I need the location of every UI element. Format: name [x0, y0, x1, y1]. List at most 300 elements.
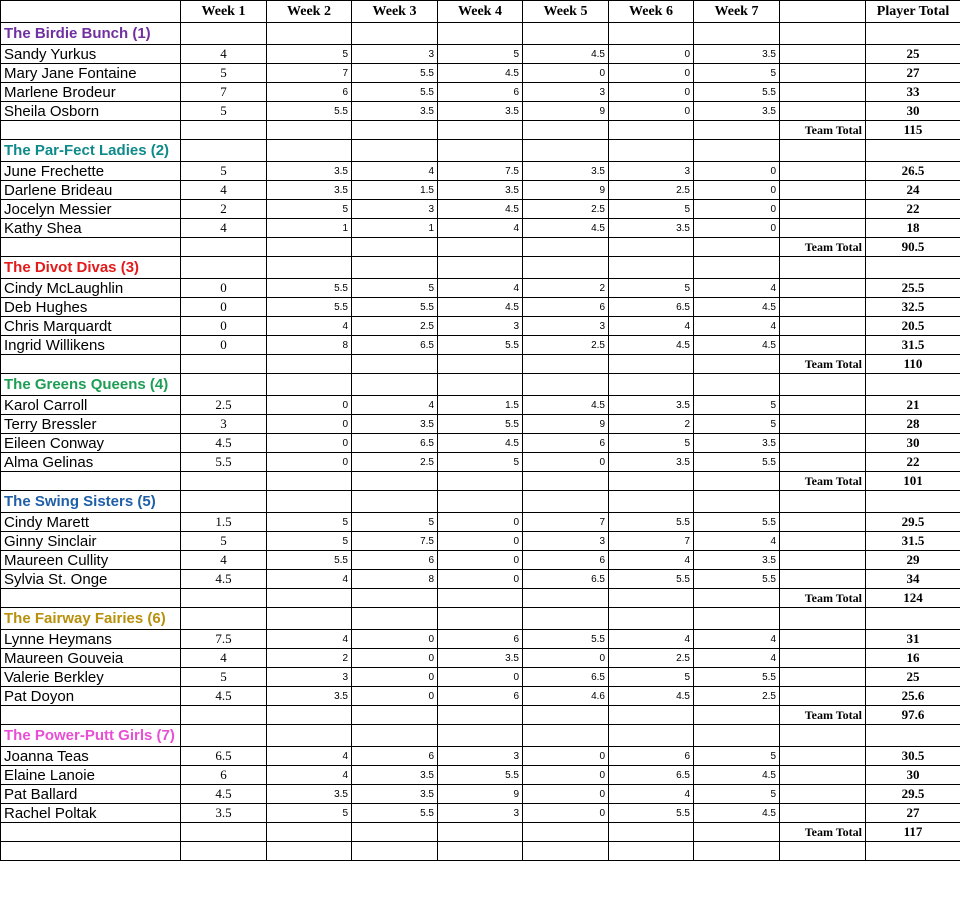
player-name[interactable]: Pat Doyon: [1, 687, 181, 706]
empty-cell[interactable]: [780, 83, 866, 102]
empty-cell[interactable]: [609, 355, 694, 374]
empty-cell[interactable]: [352, 23, 438, 45]
week-7-score[interactable]: 5.5: [694, 570, 780, 589]
week-4-score[interactable]: 3: [438, 317, 523, 336]
player-name[interactable]: Maureen Gouveia: [1, 649, 181, 668]
header-week-7[interactable]: Week 7: [694, 1, 780, 23]
player-name[interactable]: Sheila Osborn: [1, 102, 181, 121]
week-6-score[interactable]: 2: [609, 415, 694, 434]
week-7-score[interactable]: 4: [694, 279, 780, 298]
week-3-score[interactable]: 3: [352, 45, 438, 64]
empty-cell[interactable]: [267, 589, 352, 608]
week-3-score[interactable]: 3.5: [352, 766, 438, 785]
empty-cell[interactable]: [780, 374, 866, 396]
week-2-score[interactable]: 3.5: [267, 785, 352, 804]
week-2-score[interactable]: 4: [267, 630, 352, 649]
empty-cell[interactable]: [866, 374, 960, 396]
empty-cell[interactable]: [609, 257, 694, 279]
team-name[interactable]: The Swing Sisters (5): [1, 491, 181, 513]
empty-cell[interactable]: [352, 238, 438, 257]
empty-cell[interactable]: [780, 766, 866, 785]
player-total[interactable]: 32.5: [866, 298, 960, 317]
week-5-score[interactable]: 9: [523, 181, 609, 200]
empty-cell[interactable]: [438, 589, 523, 608]
empty-cell[interactable]: [694, 706, 780, 725]
week-1-score[interactable]: 5: [181, 668, 267, 687]
empty-cell[interactable]: [438, 491, 523, 513]
week-1-score[interactable]: 7: [181, 83, 267, 102]
empty-cell[interactable]: [866, 491, 960, 513]
player-total[interactable]: 20.5: [866, 317, 960, 336]
week-3-score[interactable]: 0: [352, 630, 438, 649]
week-4-score[interactable]: 4.5: [438, 434, 523, 453]
empty-cell[interactable]: [352, 355, 438, 374]
player-name[interactable]: June Frechette: [1, 162, 181, 181]
week-2-score[interactable]: 5.5: [267, 298, 352, 317]
player-total[interactable]: 26.5: [866, 162, 960, 181]
player-name[interactable]: Cindy Marett: [1, 513, 181, 532]
week-3-score[interactable]: 6.5: [352, 336, 438, 355]
week-1-score[interactable]: 0: [181, 317, 267, 336]
empty-cell[interactable]: [523, 355, 609, 374]
team-name[interactable]: The Divot Divas (3): [1, 257, 181, 279]
empty-cell[interactable]: [609, 472, 694, 491]
week-2-score[interactable]: 2: [267, 649, 352, 668]
week-5-score[interactable]: 9: [523, 415, 609, 434]
empty-cell[interactable]: [780, 336, 866, 355]
player-total[interactable]: 30.5: [866, 747, 960, 766]
player-total[interactable]: 25: [866, 668, 960, 687]
empty-cell[interactable]: [438, 823, 523, 842]
week-2-score[interactable]: 5: [267, 200, 352, 219]
week-4-score[interactable]: 0: [438, 551, 523, 570]
week-4-score[interactable]: 4.5: [438, 200, 523, 219]
player-name[interactable]: Deb Hughes: [1, 298, 181, 317]
week-7-score[interactable]: 0: [694, 200, 780, 219]
empty-cell[interactable]: [267, 823, 352, 842]
player-name[interactable]: Karol Carroll: [1, 396, 181, 415]
empty-cell[interactable]: [438, 842, 523, 861]
week-5-score[interactable]: 0: [523, 64, 609, 83]
empty-cell[interactable]: [866, 842, 960, 861]
week-3-score[interactable]: 3: [352, 200, 438, 219]
week-6-score[interactable]: 5.5: [609, 804, 694, 823]
empty-cell[interactable]: [609, 140, 694, 162]
empty-cell[interactable]: [352, 491, 438, 513]
week-7-score[interactable]: 3.5: [694, 551, 780, 570]
empty-cell[interactable]: [609, 238, 694, 257]
empty-cell[interactable]: [181, 257, 267, 279]
week-3-score[interactable]: 5.5: [352, 83, 438, 102]
week-1-score[interactable]: 0: [181, 279, 267, 298]
week-6-score[interactable]: 6.5: [609, 766, 694, 785]
week-6-score[interactable]: 7: [609, 532, 694, 551]
player-total[interactable]: 25.6: [866, 687, 960, 706]
week-5-score[interactable]: 6: [523, 551, 609, 570]
empty-cell[interactable]: [181, 140, 267, 162]
week-2-score[interactable]: 3.5: [267, 687, 352, 706]
empty-cell[interactable]: [523, 491, 609, 513]
week-3-score[interactable]: 5: [352, 513, 438, 532]
week-7-score[interactable]: 3.5: [694, 45, 780, 64]
team-total-value[interactable]: 97.6: [866, 706, 960, 725]
week-2-score[interactable]: 5: [267, 532, 352, 551]
week-1-score[interactable]: 5: [181, 102, 267, 121]
player-name[interactable]: Terry Bressler: [1, 415, 181, 434]
player-total[interactable]: 22: [866, 453, 960, 472]
team-total-label[interactable]: Team Total: [780, 706, 866, 725]
week-2-score[interactable]: 4: [267, 747, 352, 766]
empty-cell[interactable]: [523, 374, 609, 396]
week-2-score[interactable]: 4: [267, 317, 352, 336]
week-1-score[interactable]: 5: [181, 64, 267, 83]
week-1-score[interactable]: 6: [181, 766, 267, 785]
week-2-score[interactable]: 3.5: [267, 181, 352, 200]
header-week-6[interactable]: Week 6: [609, 1, 694, 23]
week-2-score[interactable]: 5.5: [267, 102, 352, 121]
week-3-score[interactable]: 3.5: [352, 785, 438, 804]
week-2-score[interactable]: 3.5: [267, 162, 352, 181]
week-1-score[interactable]: 3.5: [181, 804, 267, 823]
empty-cell[interactable]: [780, 415, 866, 434]
empty-cell[interactable]: [866, 725, 960, 747]
empty-cell[interactable]: [780, 725, 866, 747]
week-6-score[interactable]: 4: [609, 785, 694, 804]
player-name[interactable]: Jocelyn Messier: [1, 200, 181, 219]
week-3-score[interactable]: 6: [352, 551, 438, 570]
empty-cell[interactable]: [780, 785, 866, 804]
week-3-score[interactable]: 0: [352, 649, 438, 668]
player-name[interactable]: Marlene Brodeur: [1, 83, 181, 102]
empty-cell[interactable]: [780, 102, 866, 121]
week-4-score[interactable]: 0: [438, 532, 523, 551]
week-3-score[interactable]: 1.5: [352, 181, 438, 200]
week-5-score[interactable]: 9: [523, 102, 609, 121]
week-1-score[interactable]: 1.5: [181, 513, 267, 532]
player-total[interactable]: 31: [866, 630, 960, 649]
player-total[interactable]: 29: [866, 551, 960, 570]
week-6-score[interactable]: 3.5: [609, 219, 694, 238]
empty-cell[interactable]: [267, 355, 352, 374]
week-3-score[interactable]: 6.5: [352, 434, 438, 453]
empty-cell[interactable]: [780, 257, 866, 279]
empty-cell[interactable]: [694, 374, 780, 396]
empty-cell[interactable]: [267, 725, 352, 747]
week-3-score[interactable]: 0: [352, 668, 438, 687]
week-6-score[interactable]: 2.5: [609, 649, 694, 668]
empty-cell[interactable]: [780, 842, 866, 861]
week-4-score[interactable]: 4: [438, 279, 523, 298]
empty-cell[interactable]: [609, 23, 694, 45]
week-5-score[interactable]: 6: [523, 434, 609, 453]
week-3-score[interactable]: 5.5: [352, 298, 438, 317]
empty-cell[interactable]: [181, 608, 267, 630]
week-7-score[interactable]: 4.5: [694, 766, 780, 785]
week-6-score[interactable]: 0: [609, 102, 694, 121]
week-7-score[interactable]: 5: [694, 747, 780, 766]
team-total-label[interactable]: Team Total: [780, 355, 866, 374]
week-6-score[interactable]: 4: [609, 630, 694, 649]
empty-cell[interactable]: [267, 140, 352, 162]
week-1-score[interactable]: 4.5: [181, 687, 267, 706]
week-4-score[interactable]: 6: [438, 630, 523, 649]
empty-cell[interactable]: [523, 589, 609, 608]
player-name[interactable]: Alma Gelinas: [1, 453, 181, 472]
week-7-score[interactable]: 5: [694, 785, 780, 804]
player-total[interactable]: 30: [866, 102, 960, 121]
empty-cell[interactable]: [267, 238, 352, 257]
week-7-score[interactable]: 4: [694, 630, 780, 649]
week-2-score[interactable]: 0: [267, 453, 352, 472]
empty-cell[interactable]: [181, 842, 267, 861]
week-1-score[interactable]: 3: [181, 415, 267, 434]
empty-cell[interactable]: [181, 355, 267, 374]
empty-cell[interactable]: [438, 140, 523, 162]
empty-cell[interactable]: [523, 706, 609, 725]
week-4-score[interactable]: 4.5: [438, 64, 523, 83]
week-5-score[interactable]: 4.6: [523, 687, 609, 706]
empty-cell[interactable]: [267, 491, 352, 513]
week-2-score[interactable]: 5.5: [267, 551, 352, 570]
empty-cell[interactable]: [780, 45, 866, 64]
week-6-score[interactable]: 5.5: [609, 570, 694, 589]
week-2-score[interactable]: 0: [267, 434, 352, 453]
empty-cell[interactable]: [267, 374, 352, 396]
week-2-score[interactable]: 4: [267, 570, 352, 589]
week-7-score[interactable]: 2.5: [694, 687, 780, 706]
week-7-score[interactable]: 5.5: [694, 453, 780, 472]
empty-cell[interactable]: [1, 823, 181, 842]
empty-cell[interactable]: [780, 298, 866, 317]
empty-cell[interactable]: [780, 608, 866, 630]
empty-cell[interactable]: [866, 257, 960, 279]
empty-cell[interactable]: [352, 472, 438, 491]
team-total-label[interactable]: Team Total: [780, 823, 866, 842]
empty-cell[interactable]: [1, 842, 181, 861]
team-total-value[interactable]: 90.5: [866, 238, 960, 257]
empty-cell[interactable]: [780, 668, 866, 687]
week-7-score[interactable]: 3.5: [694, 102, 780, 121]
week-6-score[interactable]: 6.5: [609, 298, 694, 317]
week-1-score[interactable]: 4.5: [181, 785, 267, 804]
player-name[interactable]: Valerie Berkley: [1, 668, 181, 687]
empty-cell[interactable]: [267, 842, 352, 861]
empty-cell[interactable]: [780, 804, 866, 823]
team-name[interactable]: The Birdie Bunch (1): [1, 23, 181, 45]
week-4-score[interactable]: 5.5: [438, 415, 523, 434]
header-player-total[interactable]: Player Total: [866, 1, 960, 23]
empty-cell[interactable]: [438, 374, 523, 396]
empty-cell[interactable]: [694, 725, 780, 747]
week-1-score[interactable]: 4.5: [181, 434, 267, 453]
week-7-score[interactable]: 5: [694, 415, 780, 434]
week-6-score[interactable]: 4.5: [609, 336, 694, 355]
player-name[interactable]: Maureen Cullity: [1, 551, 181, 570]
week-4-score[interactable]: 5.5: [438, 336, 523, 355]
week-2-score[interactable]: 0: [267, 396, 352, 415]
team-total-value[interactable]: 115: [866, 121, 960, 140]
week-3-score[interactable]: 3.5: [352, 102, 438, 121]
empty-cell[interactable]: [181, 121, 267, 140]
empty-cell[interactable]: [352, 823, 438, 842]
empty-cell[interactable]: [609, 374, 694, 396]
week-5-score[interactable]: 2: [523, 279, 609, 298]
empty-cell[interactable]: [694, 472, 780, 491]
week-2-score[interactable]: 7: [267, 64, 352, 83]
empty-cell[interactable]: [780, 162, 866, 181]
empty-cell[interactable]: [267, 257, 352, 279]
week-7-score[interactable]: 4.5: [694, 804, 780, 823]
week-7-score[interactable]: 5: [694, 396, 780, 415]
empty-cell[interactable]: [780, 513, 866, 532]
week-3-score[interactable]: 0: [352, 687, 438, 706]
week-2-score[interactable]: 3: [267, 668, 352, 687]
empty-cell[interactable]: [181, 23, 267, 45]
empty-cell[interactable]: [438, 23, 523, 45]
empty-cell[interactable]: [780, 453, 866, 472]
empty-cell[interactable]: [780, 630, 866, 649]
week-5-score[interactable]: 6: [523, 298, 609, 317]
player-total[interactable]: 29.5: [866, 785, 960, 804]
week-3-score[interactable]: 6: [352, 747, 438, 766]
empty-cell[interactable]: [609, 491, 694, 513]
week-3-score[interactable]: 5.5: [352, 64, 438, 83]
empty-cell[interactable]: [438, 257, 523, 279]
week-7-score[interactable]: 3.5: [694, 434, 780, 453]
empty-cell[interactable]: [694, 355, 780, 374]
week-6-score[interactable]: 5: [609, 200, 694, 219]
week-5-score[interactable]: 0: [523, 785, 609, 804]
empty-cell[interactable]: [523, 823, 609, 842]
empty-cell[interactable]: [609, 706, 694, 725]
week-4-score[interactable]: 3.5: [438, 102, 523, 121]
week-7-score[interactable]: 0: [694, 162, 780, 181]
team-name[interactable]: The Greens Queens (4): [1, 374, 181, 396]
empty-cell[interactable]: [438, 608, 523, 630]
week-1-score[interactable]: 0: [181, 298, 267, 317]
week-2-score[interactable]: 8: [267, 336, 352, 355]
empty-cell[interactable]: [523, 842, 609, 861]
week-5-score[interactable]: 2.5: [523, 200, 609, 219]
week-7-score[interactable]: 4: [694, 317, 780, 336]
empty-cell[interactable]: [780, 317, 866, 336]
player-total[interactable]: 25.5: [866, 279, 960, 298]
empty-cell[interactable]: [780, 140, 866, 162]
empty-cell[interactable]: [694, 842, 780, 861]
empty-cell[interactable]: [267, 23, 352, 45]
week-4-score[interactable]: 6: [438, 687, 523, 706]
player-total[interactable]: 29.5: [866, 513, 960, 532]
week-5-score[interactable]: 0: [523, 649, 609, 668]
week-6-score[interactable]: 5.5: [609, 513, 694, 532]
player-name[interactable]: Sandy Yurkus: [1, 45, 181, 64]
week-2-score[interactable]: 5.5: [267, 279, 352, 298]
empty-cell[interactable]: [523, 257, 609, 279]
week-4-score[interactable]: 0: [438, 668, 523, 687]
empty-cell[interactable]: [694, 823, 780, 842]
empty-cell[interactable]: [352, 374, 438, 396]
header-week-2[interactable]: Week 2: [267, 1, 352, 23]
week-7-score[interactable]: 4: [694, 649, 780, 668]
empty-cell[interactable]: [866, 23, 960, 45]
week-1-score[interactable]: 4: [181, 45, 267, 64]
week-1-score[interactable]: 5: [181, 532, 267, 551]
week-5-score[interactable]: 3.5: [523, 162, 609, 181]
empty-cell[interactable]: [523, 121, 609, 140]
player-name[interactable]: Rachel Poltak: [1, 804, 181, 823]
player-name[interactable]: Chris Marquardt: [1, 317, 181, 336]
player-total[interactable]: 16: [866, 649, 960, 668]
empty-cell[interactable]: [609, 823, 694, 842]
empty-cell[interactable]: [866, 608, 960, 630]
week-5-score[interactable]: 0: [523, 766, 609, 785]
empty-cell[interactable]: [780, 434, 866, 453]
empty-cell[interactable]: [523, 608, 609, 630]
empty-cell[interactable]: [780, 23, 866, 45]
empty-cell[interactable]: [694, 491, 780, 513]
empty-cell[interactable]: [780, 532, 866, 551]
week-4-score[interactable]: 5.5: [438, 766, 523, 785]
empty-cell[interactable]: [780, 200, 866, 219]
empty-cell[interactable]: [267, 121, 352, 140]
week-2-score[interactable]: 1: [267, 219, 352, 238]
empty-cell[interactable]: [609, 725, 694, 747]
empty-cell[interactable]: [181, 472, 267, 491]
team-total-value[interactable]: 101: [866, 472, 960, 491]
empty-cell[interactable]: [694, 257, 780, 279]
empty-cell[interactable]: [438, 472, 523, 491]
player-name[interactable]: Lynne Heymans: [1, 630, 181, 649]
week-6-score[interactable]: 0: [609, 83, 694, 102]
week-4-score[interactable]: 3.5: [438, 181, 523, 200]
week-5-score[interactable]: 3: [523, 317, 609, 336]
header-week-1[interactable]: Week 1: [181, 1, 267, 23]
week-3-score[interactable]: 8: [352, 570, 438, 589]
week-6-score[interactable]: 2.5: [609, 181, 694, 200]
empty-cell[interactable]: [609, 121, 694, 140]
week-5-score[interactable]: 6.5: [523, 668, 609, 687]
player-total[interactable]: 30: [866, 766, 960, 785]
week-1-score[interactable]: 0: [181, 336, 267, 355]
player-name[interactable]: Ginny Sinclair: [1, 532, 181, 551]
empty-cell[interactable]: [1, 238, 181, 257]
empty-cell[interactable]: [1, 355, 181, 374]
team-total-label[interactable]: Team Total: [780, 238, 866, 257]
empty-cell[interactable]: [181, 374, 267, 396]
player-total[interactable]: 27: [866, 64, 960, 83]
empty-cell[interactable]: [267, 472, 352, 491]
empty-cell[interactable]: [267, 706, 352, 725]
empty-cell[interactable]: [438, 706, 523, 725]
week-2-score[interactable]: 6: [267, 83, 352, 102]
week-2-score[interactable]: 5: [267, 804, 352, 823]
week-3-score[interactable]: 2.5: [352, 453, 438, 472]
week-5-score[interactable]: 4.5: [523, 219, 609, 238]
week-5-score[interactable]: 5.5: [523, 630, 609, 649]
week-7-score[interactable]: 4.5: [694, 336, 780, 355]
week-6-score[interactable]: 5: [609, 279, 694, 298]
team-total-label[interactable]: Team Total: [780, 121, 866, 140]
header-week-3[interactable]: Week 3: [352, 1, 438, 23]
week-2-score[interactable]: 4: [267, 766, 352, 785]
week-6-score[interactable]: 4: [609, 551, 694, 570]
week-6-score[interactable]: 3.5: [609, 453, 694, 472]
week-3-score[interactable]: 3.5: [352, 415, 438, 434]
empty-cell[interactable]: [352, 725, 438, 747]
empty-cell[interactable]: [780, 181, 866, 200]
week-7-score[interactable]: 0: [694, 219, 780, 238]
week-7-score[interactable]: 4.5: [694, 298, 780, 317]
